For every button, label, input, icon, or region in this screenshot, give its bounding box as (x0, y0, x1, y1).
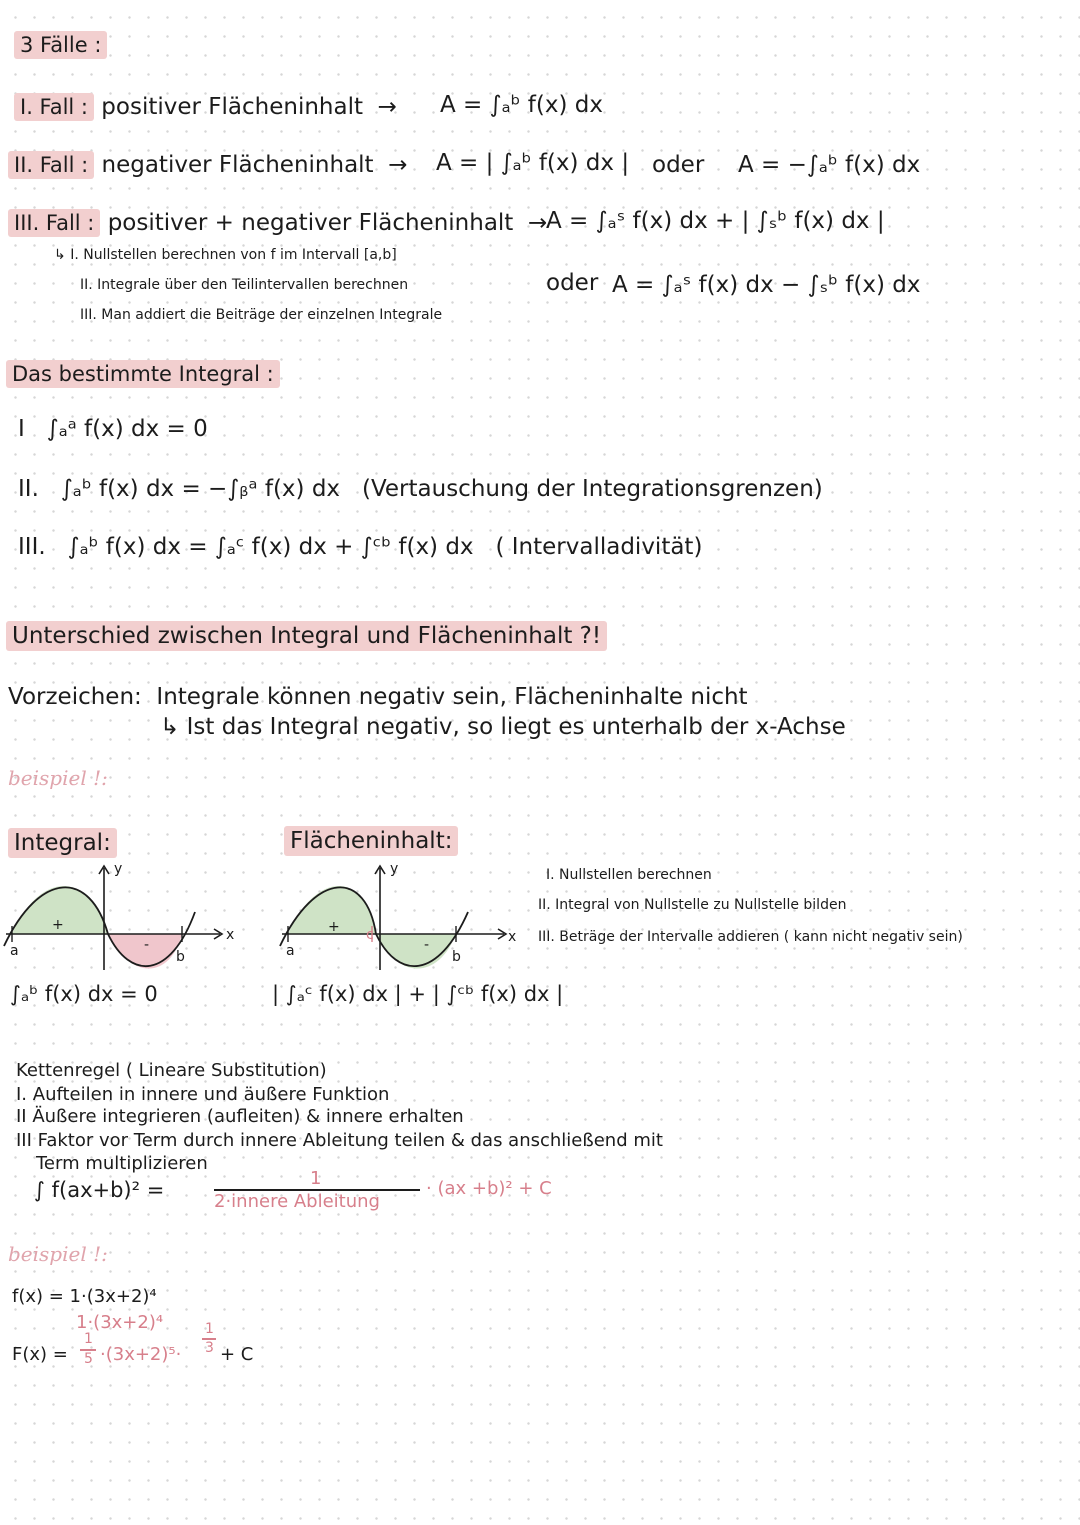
chain-ex-line3-mid: ·(3x+2)⁵· (100, 1344, 182, 1365)
area-result: | ∫ₐᶜ f(x) dx | + | ∫ᶜᵇ f(x) dx | (272, 982, 564, 1006)
area-graph (276, 860, 526, 980)
chain-ex-frac-den: 5 (84, 1351, 93, 1367)
chain-formula-lhs: ∫ f(ax+b)² = (34, 1178, 165, 1202)
chain-rhs-text: · (ax +b)² + C (426, 1178, 552, 1199)
rule-3 (18, 536, 702, 559)
chain-formula-rhs (426, 1180, 552, 1198)
rule-1-formula: ∫ₐᵃ f(x) dx = 0 (46, 416, 208, 442)
case3-label: III. Fall : (8, 209, 100, 237)
rule-2-note: (Vertauschung der Integrationsgrenzen) (361, 476, 823, 502)
case2-formula-alt: A = −∫ₐᵇ f(x) dx (738, 152, 921, 178)
rule-3-formula: ∫ₐᵇ f(x) dx = ∫ₐᶜ f(x) dx + ∫ᶜᵇ f(x) dx (67, 534, 474, 560)
definite-heading: Das bestimmte Integral : (6, 364, 280, 385)
case3-row (8, 212, 547, 235)
case2-formula: A = | ∫ₐᵇ f(x) dx | (436, 150, 630, 176)
area-step-3: III. Beträge der Intervalle addieren ( kann nicht negativ sein) (538, 929, 963, 945)
rule-1 (18, 418, 208, 441)
chain-heading: Kettenregel ( Lineare Substitution) (16, 1060, 327, 1081)
difference-label: Vorzeichen: (8, 684, 142, 710)
graph-x-label: x (226, 927, 235, 943)
arrow-right-icon: → (380, 152, 415, 178)
integral-result: ∫ₐᵇ f(x) dx = 0 (10, 982, 158, 1006)
area-step-1: I. Nullstellen berechnen (546, 867, 712, 883)
graph2-minus: - (424, 937, 430, 953)
graph-y-label: y (114, 861, 123, 877)
integral-graph (0, 860, 250, 980)
case1-text: positiver Flächeninhalt (101, 94, 363, 120)
case1-formula: A = ∫ₐᵇ f(x) dx (440, 92, 603, 118)
case3-formula: A = ∫ₐˢ f(x) dx + | ∫ₛᵇ f(x) dx | (546, 208, 885, 234)
case3-or: oder (546, 270, 599, 296)
graph2-x-label: x (508, 929, 517, 945)
corner-arrow-icon: ↳ (160, 714, 187, 740)
arrow-right-icon: → (520, 210, 548, 236)
arrow-right-icon: → (370, 94, 405, 120)
graph-plus: + (52, 917, 64, 933)
difference-text: Integrale können negativ sein, Flächeninhalte nicht (156, 684, 748, 710)
rule-3-note: ( Intervalladivität) (495, 534, 703, 560)
difference-line2: ↳ Ist das Integral negativ, so liegt es unterhalb der x-Achse (160, 714, 846, 740)
case1-row (14, 96, 404, 119)
chain-frac-num: 1 (310, 1168, 322, 1189)
case3-step-3: III. Man addiert die Beiträge der einzelnen Integrale (80, 307, 443, 323)
example-label-2: beispiel !: (8, 1242, 108, 1266)
example-label-1: beispiel !: (8, 766, 108, 790)
chain-ex-frac2-den: 3 (205, 1340, 214, 1356)
case2-text: negativer Flächeninhalt (101, 152, 374, 178)
chain-ex-frac-num: 1 (84, 1331, 93, 1347)
graph2-y-label: y (390, 861, 399, 877)
case2-row (8, 154, 415, 177)
difference-line1 (8, 686, 748, 709)
chain-step-2: II Äußere integrieren (aufleiten) & innere erhalten (16, 1106, 464, 1127)
rule-2 (18, 478, 823, 501)
chain-frac-den: 2·innere Ableitung (214, 1191, 380, 1212)
chain-step-1: I. Aufteilen in innere und äußere Funktion (16, 1084, 390, 1105)
rule-1-num: I (18, 416, 25, 442)
case3-step-2: II. Integrale über den Teilintervallen berechnen (80, 277, 409, 293)
chain-ex-line1: f(x) = 1·(3x+2)⁴ (12, 1286, 157, 1307)
area-step-2: II. Integral von Nullstelle zu Nullstelle bilden (538, 897, 847, 913)
graph2-c: c (366, 927, 374, 943)
case3-step-1: ↳ I. Nullstellen berechnen von f im Intervall [a,b] (54, 247, 397, 263)
integral-label: Integral: (8, 832, 117, 855)
rule-3-num: III. (18, 534, 46, 560)
graph2-a: a (286, 943, 295, 959)
chain-step-3: III Faktor vor Term durch innere Ableitung teilen & das anschließend mit (16, 1130, 663, 1151)
rule-2-formula: ∫ₐᵇ f(x) dx = −∫ᵦᵃ f(x) dx (60, 476, 341, 502)
case3-text: positiver + negativer Flächeninhalt (107, 210, 514, 236)
chain-step-3-cont: Term multiplizieren (36, 1153, 208, 1174)
chain-ex-line3-suffix: + C (220, 1344, 254, 1365)
corner-arrow-icon: ↳ (54, 247, 71, 263)
graph2-b: b (452, 949, 461, 965)
graph-minus: - (144, 937, 150, 953)
graph2-plus: + (328, 919, 340, 935)
case2-or: oder (652, 152, 705, 178)
area-label: Flächeninhalt: (284, 830, 458, 853)
rule-2-num: II. (18, 476, 39, 502)
difference-heading: Unterschied zwischen Integral und Flächeninhalt ?! (6, 625, 607, 648)
chain-ex-line2: 1·(3x+2)⁴ (76, 1312, 164, 1333)
case1-label: I. Fall : (14, 93, 94, 121)
cases-heading: 3 Fälle : (14, 35, 107, 56)
graph-a: a (10, 943, 19, 959)
case3-formula-alt: A = ∫ₐˢ f(x) dx − ∫ₛᵇ f(x) dx (612, 272, 921, 298)
chain-ex-frac2-num: 1 (205, 1321, 214, 1337)
graph-b: b (176, 949, 185, 965)
case2-label: II. Fall : (8, 151, 94, 179)
chain-ex-line3-prefix: F(x) = (12, 1344, 68, 1365)
